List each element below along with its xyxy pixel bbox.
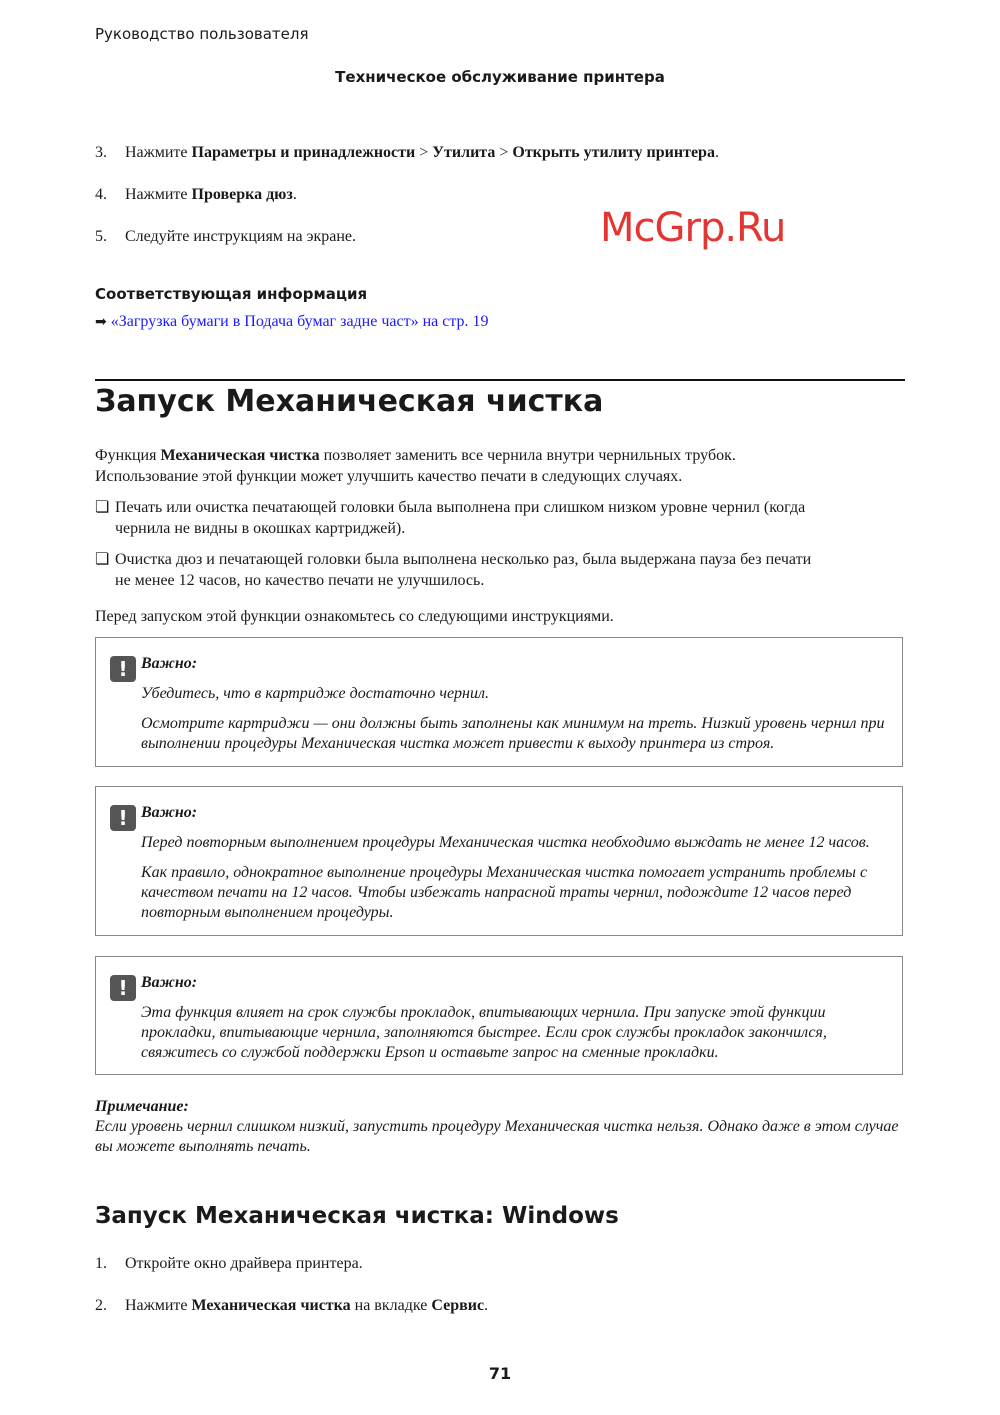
ui-term: Утилита xyxy=(432,144,496,161)
text: Очистка дюз и печатающей головки была выполнена несколько раз, была выдержана пауза без печати xyxy=(115,551,812,568)
text: . xyxy=(714,144,719,161)
text: Нажмите xyxy=(125,186,192,203)
text: . xyxy=(484,1297,489,1314)
related-info-title: Соответствующая информация xyxy=(95,285,368,303)
note-title: Примечание: xyxy=(95,1098,189,1115)
text: Откройте окно драйвера принтера. xyxy=(125,1255,363,1272)
page-number: 71 xyxy=(488,1364,512,1383)
notice-title: Важно: xyxy=(141,804,198,821)
notice-text: Убедитесь, что в картридже достаточно чернил. xyxy=(141,685,489,702)
step-2 xyxy=(95,1297,488,1315)
text: чернила не видны в окошках картриджей). xyxy=(115,520,406,537)
notice-title: Важно: xyxy=(141,974,198,991)
ui-term: Открыть утилиту принтера xyxy=(512,144,715,161)
text: Печать или очистка печатающей головки была выполнена при слишком низком уровне чернил (когда xyxy=(115,499,806,516)
text: > xyxy=(495,144,513,161)
bullet-item xyxy=(95,497,905,539)
text: Функция xyxy=(95,447,161,464)
step-number: 2. xyxy=(95,1297,107,1314)
ui-term: Механическая чистка xyxy=(160,447,320,464)
ui-term: Механическая чистка xyxy=(191,1297,351,1314)
step-4 xyxy=(95,186,297,204)
arrow-right-icon: ➡ xyxy=(95,314,107,330)
step-number: 3. xyxy=(95,144,107,161)
step-1 xyxy=(95,1255,363,1273)
chapter-header: Техническое обслуживание принтера xyxy=(335,68,665,86)
section-title: Запуск Механическая чистка xyxy=(95,384,604,419)
ui-term: Проверка дюз xyxy=(191,186,293,203)
related-link[interactable]: «Загрузка бумаги в Подача бумаг задне част» на стр. 19 xyxy=(110,313,489,330)
notice-text: Эта функция влияет на срок службы прокладок, впитывающих чернила. При запуске этой функции прокладки, впитывающие чернила, заполняются быстрее. Если срок службы прокладок закончился, свяжитесь со службой поддержки Epson и оставьте запрос на сменные прокладки. xyxy=(141,1004,827,1061)
notice-title: Важно: xyxy=(141,655,198,672)
text: на вкладке xyxy=(350,1297,432,1314)
warning-icon: ! xyxy=(110,656,136,682)
bullet-item xyxy=(95,549,905,591)
text: > xyxy=(415,144,433,161)
important-notice xyxy=(95,956,903,1075)
notice-text: Перед повторным выполнением процедуры Механическая чистка необходимо выждать не менее 12 часов. xyxy=(141,834,870,851)
text: Нажмите xyxy=(125,144,192,161)
running-header: Руководство пользователя xyxy=(95,25,309,43)
step-3 xyxy=(95,144,719,162)
important-notice xyxy=(95,637,903,767)
checkbox-bullet-icon: ❏ xyxy=(95,499,110,516)
checkbox-bullet-icon: ❏ xyxy=(95,551,110,568)
text: Следуйте инструкциям на экране. xyxy=(125,228,356,245)
notice-text: Как правило, однократное выполнение процедуры Механическая чистка помогает устранить проблемы с качеством печати на 12 часов. Чтобы избежать напрасной траты чернил, подождите 12 часов перед повторным выполнением процедуры. xyxy=(141,864,868,921)
important-notice xyxy=(95,786,903,936)
watermark: McGrp.Ru xyxy=(600,205,786,251)
warning-icon: ! xyxy=(110,975,136,1001)
note-text: Если уровень чернил слишком низкий, запустить процедуру Механическая чистка нельзя. Однако даже в этом случае вы можете выполнять печать. xyxy=(95,1118,899,1155)
note xyxy=(95,1097,900,1157)
intro-paragraph xyxy=(95,445,736,487)
text: не менее 12 часов, но качество печати не улучшилось. xyxy=(115,572,485,589)
before-text: Перед запуском этой функции ознакомьтесь со следующими инструкциями. xyxy=(95,608,614,625)
text: Использование этой функции может улучшить качество печати в следующих случаях. xyxy=(95,468,683,485)
step-5 xyxy=(95,228,356,246)
warning-icon: ! xyxy=(110,805,136,831)
notice-text: Осмотрите картриджи — они должны быть заполнены как минимум на треть. Низкий уровень чернил при выполнении процедуры Механическая чистка может привести к выходу принтера из строя. xyxy=(141,715,885,752)
ui-term: Параметры и принадлежности xyxy=(191,144,416,161)
related-link-row xyxy=(95,313,489,331)
subsection-title: Запуск Механическая чистка: Windows xyxy=(95,1203,619,1229)
ui-term: Сервис xyxy=(431,1297,485,1314)
step-number: 5. xyxy=(95,228,107,245)
section-divider xyxy=(95,379,905,381)
step-number: 4. xyxy=(95,186,107,203)
text: позволяет заменить все чернила внутри чернильных трубок. xyxy=(319,447,736,464)
text: Нажмите xyxy=(125,1297,192,1314)
step-number: 1. xyxy=(95,1255,107,1272)
text: . xyxy=(292,186,297,203)
